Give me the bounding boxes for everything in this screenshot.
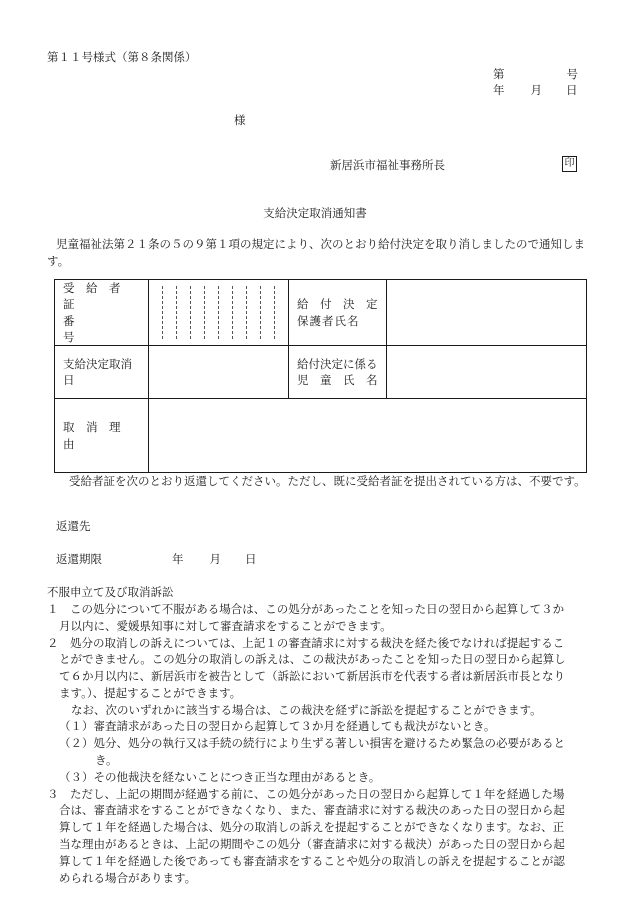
date-day: 日	[566, 83, 578, 97]
seal-mark: 印	[562, 156, 577, 172]
note-line: き。	[95, 753, 118, 768]
note-line: （３）その他裁決を経ないことにつき正当な理由があるとき。	[59, 769, 381, 784]
cancel-date-field[interactable]	[149, 346, 289, 399]
document-title: 支給決定取消通知書	[263, 206, 367, 220]
note-line: 算して１年を経過した後であっても審査請求をすることや処分の取消しの訴えを提起することが認	[59, 853, 565, 868]
number-prefix: 第	[493, 67, 505, 81]
info-table	[54, 279, 587, 473]
note-line: 合は、審査請求をすることができなくなり、また、審査請求に対する裁決のあった日の翌日から起	[59, 803, 565, 818]
deadline-month: 月	[209, 552, 221, 566]
return-notice: 受給者証を次のとおり返還してください。ただし、既に受給者証を提出されている方は、不要です。	[69, 474, 586, 488]
cancel-reason-label: 取 消 理 由	[55, 399, 149, 473]
child-name-label: 給付決定に係る 児 童 氏 名	[289, 346, 387, 399]
document-number-row	[493, 66, 578, 82]
appeal-notes	[47, 601, 592, 886]
issuer-name: 新居浜市福祉事務所長	[330, 158, 445, 172]
table-row	[55, 280, 587, 346]
note-line: ます。）、提起することができます。	[59, 685, 242, 700]
note-line: て６か月以内に、新居浜市を被告として（訴訟において新居浜市を代表する者は新居浜市長となり	[59, 669, 565, 684]
form-number: 第１１号様式（第８条関係）	[47, 50, 197, 64]
intro-text: 児童福祉法第２１条の５の９第１項の規定により、次のとおり給付決定を取り消しましたので通知します。	[47, 237, 585, 269]
note-line: ３ ただし、上記の期間が経過する前に、この処分があった日の翌日から起算して１年を経過した場	[47, 786, 565, 801]
note-line: ２ 処分の取消しの訴えについては、上記１の審査請求に対する裁決を経た後でなければ提起するこ	[47, 635, 565, 650]
child-name-field[interactable]	[387, 346, 587, 399]
cancel-reason-field[interactable]	[149, 399, 587, 473]
recipient-cert-number-field[interactable]	[149, 280, 289, 346]
issue-date-row	[493, 82, 578, 98]
note-line: 算して１年を経過した場合は、処分の取消しの訴えを提起することができなくなります。なお、正	[59, 820, 565, 835]
return-deadline-row	[56, 551, 257, 567]
guardian-name-field[interactable]	[387, 280, 587, 346]
deadline-year: 年	[172, 552, 184, 566]
cancel-date-label: 支給決定取消日	[55, 346, 149, 399]
recipient-cert-label: 受 給 者 証 番 号	[55, 280, 149, 346]
note-line: １ この処分について不服がある場合は、この処分があったことを知った日の翌日から起算して３か	[47, 602, 565, 616]
date-year: 年	[493, 83, 505, 97]
table-row	[55, 399, 587, 473]
note-line: （１）審査請求があった日の翌日から起算して３か月を経過しても裁決がないとき。	[59, 719, 496, 734]
note-line: 月以内に、愛媛県知事に対して審査請求をすることができます。	[59, 618, 392, 633]
date-month: 月	[530, 83, 542, 97]
return-deadline-label: 返還期限	[56, 552, 102, 566]
note-line: なお、次のいずれかに該当する場合は、この裁決を経ずに訴訟を提起することができます。	[71, 702, 542, 717]
return-destination-label: 返還先	[56, 519, 91, 533]
note-line: められる場合があります。	[59, 870, 197, 885]
table-row	[55, 346, 587, 399]
addressee-suffix: 様	[234, 113, 246, 127]
note-line: （２）処分、処分の執行又は手続の続行により生ずる著しい損害を避けるため緊急の必要があると	[59, 736, 565, 751]
note-line: とができません。この処分の取消しの訴えは、この裁決があったことを知った日の翌日から起算し	[59, 652, 566, 667]
guardian-name-label: 給 付 決 定 保護者氏名	[289, 280, 387, 346]
appeal-heading: 不服申立て及び取消訴訟	[47, 585, 174, 599]
number-suffix: 号	[566, 67, 578, 81]
deadline-day: 日	[245, 552, 257, 566]
note-line: 当な理由があるときは、上記の期間やこの処分（審査請求に対する裁決）があった日の翌日から起	[59, 836, 565, 851]
